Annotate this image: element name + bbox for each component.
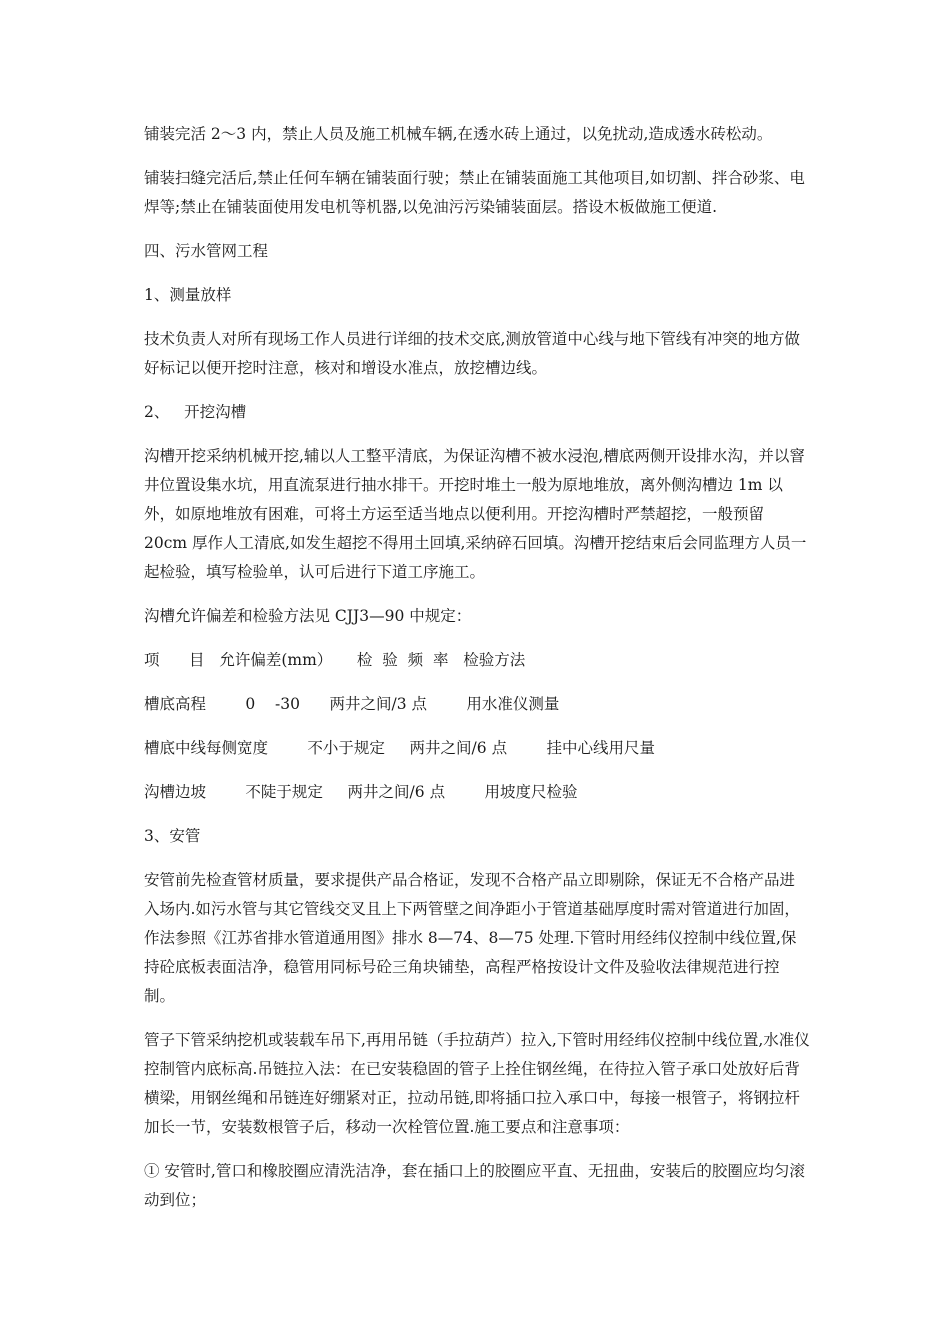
- subheading-pipe-laying: 3、安管: [144, 827, 201, 845]
- paragraph-pipe-lowering: 管子下管采纳挖机或装载车吊下,再用吊链（手拉葫芦）拉入,下管时用经纬仪控制中线位置,水准仪控制管内底标高.吊链拉入法：在已安装稳固的管子上拴住钢丝绳，在待拉入管子承口处放好后背横梁，用钢丝绳和吊链连好绷紧对正，拉动吊链,即将插口拉入承口中，每接一根管子，将钢拉杆加长一节，安装数根管子后，移动一次栓管位置.施工要点和注意事项：: [144, 1031, 810, 1136]
- paragraph-paving-joint: 铺装扫缝完活后,禁止任何车辆在铺装面行驶；禁止在铺装面施工其他项目,如切割、拌合砂浆、电焊等;禁止在铺装面使用发电机等机器,以免油污污染铺装面层。搭设木板做施工便道.: [144, 169, 805, 216]
- paragraph-point-1: ① 安管时,管口和橡胶圈应清洗洁净，套在插口上的胶圈应平直、无扭曲，安装后的胶圈应均匀滚动到位；: [144, 1162, 805, 1209]
- subheading-trench: 2、 开挖沟槽: [144, 403, 247, 421]
- tolerance-table-row: 槽底高程 0 -30 两井之间/3 点 用水准仪测量: [144, 695, 560, 713]
- paragraph-paving-restriction: 铺装完活 2～3 内，禁止人员及施工机械车辆,在透水砖上通过，以免扰动,造成透水砖松动。: [144, 125, 773, 143]
- section-heading-sewer: 四、污水管网工程: [144, 242, 269, 260]
- tolerance-table-row: 沟槽边坡 不陡于规定 两井之间/6 点 用坡度尺检验: [144, 783, 578, 801]
- tolerance-table-header: 项 目 允许偏差(mm） 检 验 频 率 检验方法: [144, 651, 526, 669]
- paragraph-trench: 沟槽开挖采纳机械开挖,辅以人工整平清底，为保证沟槽不被水浸泡,槽底两侧开设排水沟，并以窨井位置设集水坑，用直流泵进行抽水排干。开挖时堆土一般为原地堆放，离外侧沟槽边 1m 以外，如原地堆放有困难，可将土方运至适当地点以便利用。开挖沟槽时严禁超挖，一般预留 20cm 厚作人工清底,如发生超挖不得用土回填,采纳碎石回填。沟槽开挖结束后会同监理方人员一起检验，填写检验单，认可后进行下道工序施工。: [144, 447, 807, 581]
- paragraph-survey: 技术负责人对所有现场工作人员进行详细的技术交底,测放管道中心线与地下管线有冲突的地方做好标记以便开挖时注意，核对和增设水准点，放挖槽边线。: [144, 330, 800, 377]
- paragraph-tolerance-intro: 沟槽允许偏差和检验方法见 CJJ3—90 中规定：: [144, 607, 472, 625]
- paragraph-pipe-check: 安管前先检查管材质量，要求提供产品合格证，发现不合格产品立即剔除，保证无不合格产品进入场内.如污水管与其它管线交叉且上下两管壁之间净距小于管道基础厚度时需对管道进行加固，作法参照《江苏省排水管道通用图》排水 8—74、8—75 处理.下管时用经纬仪控制中线位置,保持砼底板表面洁净，稳管用同标号砼三角块铺垫，高程严格按设计文件及验收法律规范进行控制。: [144, 871, 800, 1005]
- document-body: [144, 120, 810, 1230]
- subheading-survey: 1、测量放样: [144, 286, 232, 304]
- tolerance-table-row: 槽底中线每侧宽度 不小于规定 两井之间/6 点 挂中心线用尺量: [144, 739, 655, 757]
